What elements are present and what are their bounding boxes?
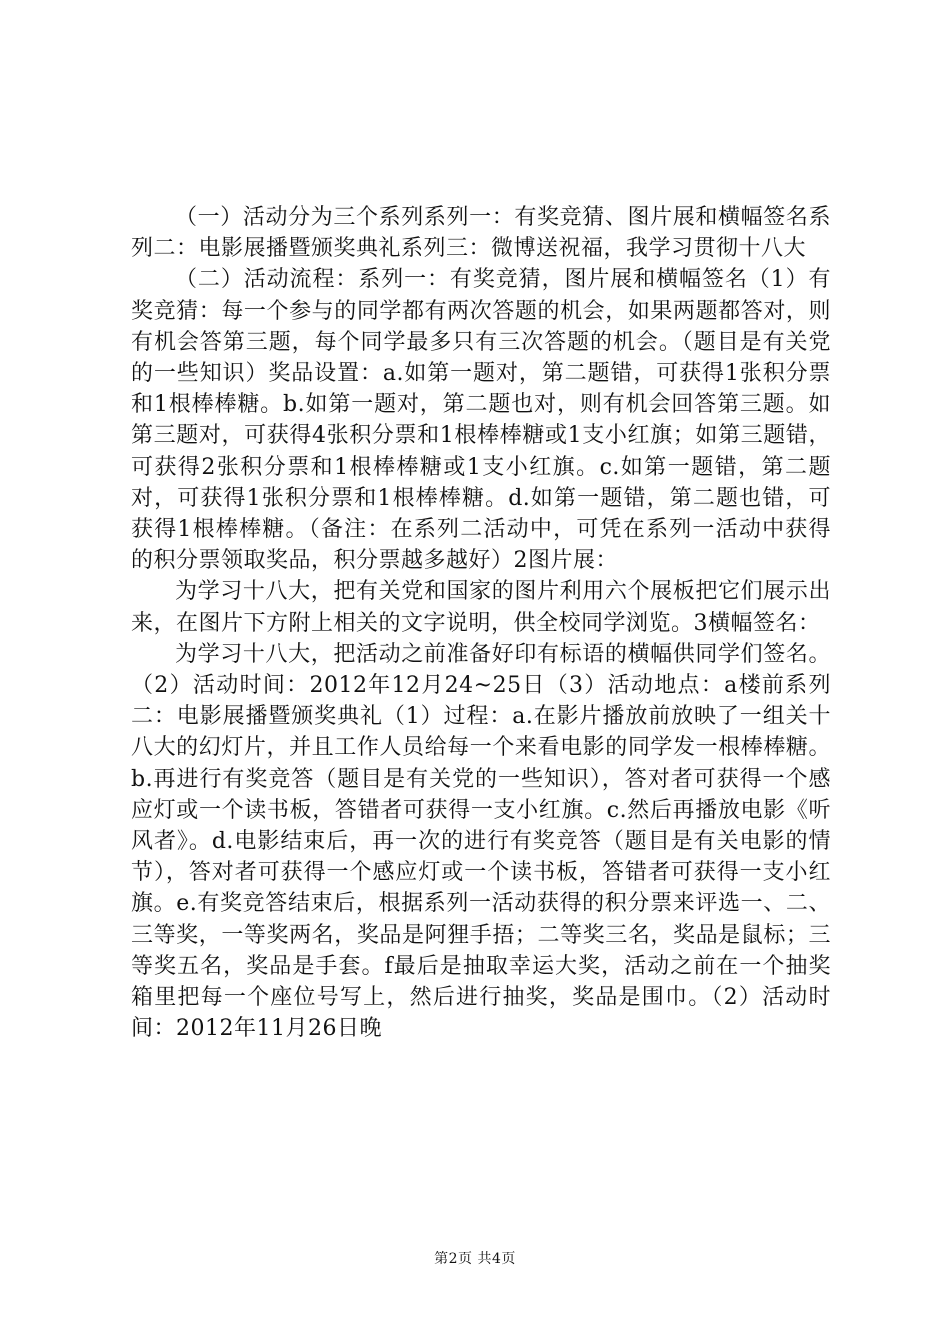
page-footer: 第2页 共4页 (434, 1251, 516, 1267)
paragraph-banner-signing: 为学习十八大，把活动之前准备好印有标语的横幅供同学们签名。（2）活动时间：2012年12月24~25日（3）活动地点：a楼前系列二：电影展播暨颁奖典礼（1）过程：a.在影片播放前放映了一组关十八大的幻灯片，并且工作人员给每一个来看电影的同学发一根棒棒糖。b.再进行有奖竞答（题目是有关党的一些知识），答对者可获得一个感应灯或一个读书板，答错者可获得一支小红旗。c.然后再播放电影《听风者》。d.电影结束后，再一次的进行有奖竞答（题目是有关电影的情节），答对者可获得一个感应灯或一个读书板，答错者可获得一支小红旗。e.有奖竞答结束后，根据系列一活动获得的积分票来评选一、二、三等奖，一等奖两名，奖品是阿狸手捂；二等奖三名，奖品是鼠标；三等奖五名，奖品是手套。f最后是抽取幸运大奖，活动之前在一个抽奖箱里把每一个座位号写上，然后进行抽奖，奖品是围巾。（2）活动时间：2012年11月26日晚 (131, 641, 831, 1042)
paragraph-picture-exhibition: 为学习十八大，把有关党和国家的图片利用六个展板把它们展示出来，在图片下方附上相关的文字说明，供全校同学浏览。3横幅签名： (131, 579, 831, 636)
paragraph-activity-process: （二）活动流程：系列一：有奖竞猜，图片展和横幅签名（1）有奖竞猜：每一个参与的同学都有两次答题的机会，如果两题都答对，则有机会答第三题，每个同学最多只有三次答题的机会。（题目是有关党的一些知识）奖品设置：a.如第一题对，第二题错，可获得1张积分票和1根棒棒糖。b.如第一题对，第二题也对，则有机会回答第三题。如第三题对，可获得4张积分票和1根棒棒糖或1支小红旗；如第三题错，可获得2张积分票和1根棒棒糖或1支小红旗。c.如第一题错，第二题对，可获得1张积分票和1根棒棒糖。d.如第一题错，第二题也错，可获得1根棒棒糖。（备注：在系列二活动中，可凭在系列一活动中获得的积分票领取奖品，积分票越多越好）2图片展： (131, 267, 831, 574)
document-body (131, 202, 831, 1044)
paragraph-activity-series: （一）活动分为三个系列系列一：有奖竞猜、图片展和横幅签名系列二：电影展播暨颁奖典礼系列三：微博送祝福，我学习贯彻十八大 (131, 205, 831, 262)
